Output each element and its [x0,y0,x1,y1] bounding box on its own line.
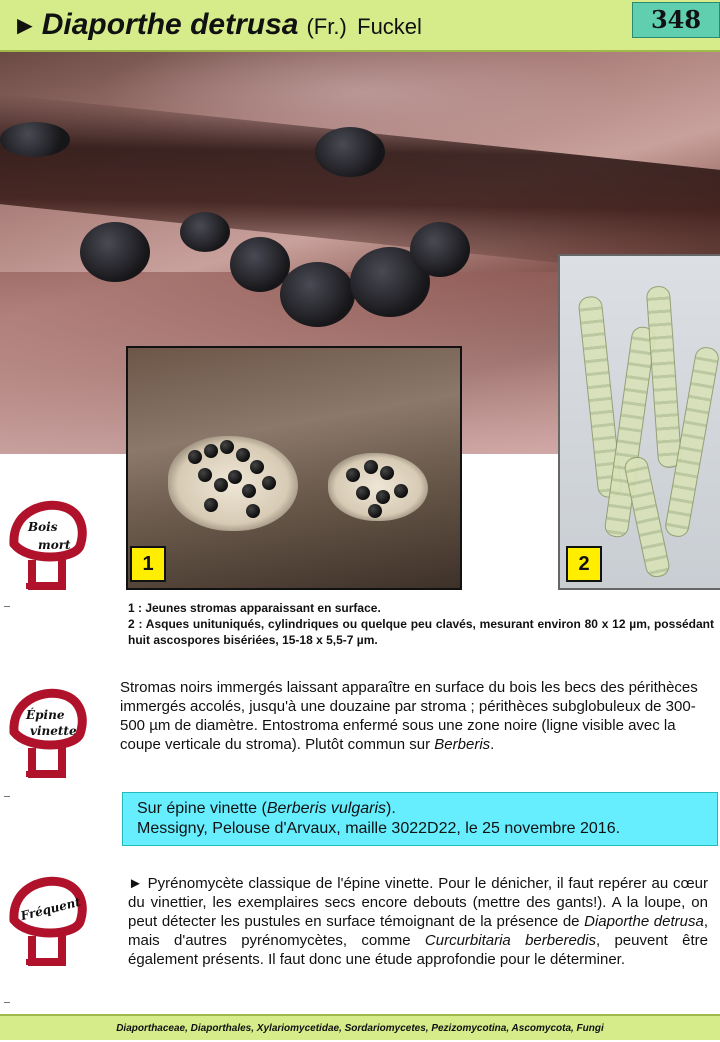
host-label-1: Épine [26,708,65,722]
perithecium-dot [356,486,370,500]
stroma-blob [0,122,70,157]
ascus [646,285,683,468]
perithecium-dot [242,484,256,498]
mushroom-icon [4,498,94,608]
perithecium-dot [364,460,378,474]
frequency-label: Fréquent [19,894,83,924]
remark-species-2: Curcurbitaria berberedis [424,932,596,949]
remark-text [128,874,708,969]
remark-part-1: ► Pyrénomycète classique de l'épine vinette. Pour le dénicher, il faut repérer au cœur du vinettier, les exemplaires secs encore debouts (mettre des gants!). A la loupe, on peut détecter les pustules en surface témoignant de la présence de [128,875,708,930]
description-host-genus: Berberis [434,736,491,753]
photo-caption [128,600,714,648]
description-part-2: . [490,736,495,753]
habitat-mushroom-icon [4,498,94,608]
perithecium-dot [198,468,212,482]
perithecium-dot [214,478,228,492]
page-header [0,0,720,52]
description-part-1: Stromas noirs immergés laissant apparaître en surface du bois les becs des périthèces immergés accolés, jusqu'à une douzaine par stroma ; périthèces subglobuleux de 300-500 µm de diamètre. Entostroma enfermé sous une zone noire (ligne visible avec la coupe verticale du stroma). Plutôt commun sur [120,679,698,753]
author-name: Fuckel [357,14,422,39]
location-pre: Sur épine vinette ( [137,800,267,817]
mushroom-icon [4,874,94,984]
title-marker: ► [12,10,38,40]
perithecium-dot [188,450,202,464]
stroma-blob [410,222,470,277]
perithecium-dot [204,498,218,512]
perithecium-dot [246,504,260,518]
species-name: Diaporthe detrusa [41,8,299,41]
stroma-blob [315,127,385,177]
location-line-2: Messigny, Pelouse d'Arvaux, maille 3022D22, le 25 novembre 2016. [137,820,621,837]
perithecium-dot [346,468,360,482]
author-paren: (Fr.) [306,14,347,39]
location-host-species: Berberis vulgaris [266,800,387,817]
inset-photo-2 [558,254,720,590]
perithecium-dot [250,460,264,474]
divider-tick [4,606,10,607]
species-title [12,8,422,42]
location-post: ). [386,800,396,817]
habitat-label-2: mort [38,538,71,552]
caption-line-2: 2 : Asques unituniqués, cylindriques ou quelque peu clavés, mesurant environ 80 x 12 µm, possédant huit ascospores bisériées, 15-18 x 5,5-7 µm. [128,617,714,647]
stroma-blob [80,222,150,282]
host-label-2: vinette [30,724,77,738]
taxonomy-footer: Diaporthaceae, Diaporthales, Xylariomycetidae, Sordariomycetes, Pezizomycotina, Ascomycota, Fungi [0,1014,720,1040]
frequency-mushroom-icon [4,874,94,984]
stroma-blob [280,262,355,327]
perithecium-dot [368,504,382,518]
perithecium-dot [204,444,218,458]
description-text [120,678,710,754]
location-line-1 [137,799,717,819]
caption-line-1: 1 : Jeunes stromas apparaissant en surface. [128,601,381,615]
perithecium-dot [228,470,242,484]
page-number: 348 [632,2,720,38]
host-mushroom-icon [4,686,94,796]
stroma-blob [180,212,230,252]
perithecium-dot [394,484,408,498]
perithecium-dot [236,448,250,462]
remark-species-1: Diaporthe detrusa [584,913,704,930]
inset-photo-1 [126,346,462,590]
remark-part-3: , peuvent être également présents. Il faut donc une étude approfondie pour le déterminer. [128,932,709,968]
photo-label-2: 2 [566,546,602,582]
divider-tick [4,796,10,797]
divider-tick [4,1002,10,1003]
perithecium-dot [376,490,390,504]
mushroom-icon [4,686,94,796]
remark-part-2: , mais d'autres pyrénomycètes, comme [128,913,708,949]
location-box [122,792,718,846]
perithecium-dot [380,466,394,480]
perithecium-dot [262,476,276,490]
habitat-label-1: Bois [28,520,58,534]
photo-label-1: 1 [130,546,166,582]
perithecium-dot [220,440,234,454]
